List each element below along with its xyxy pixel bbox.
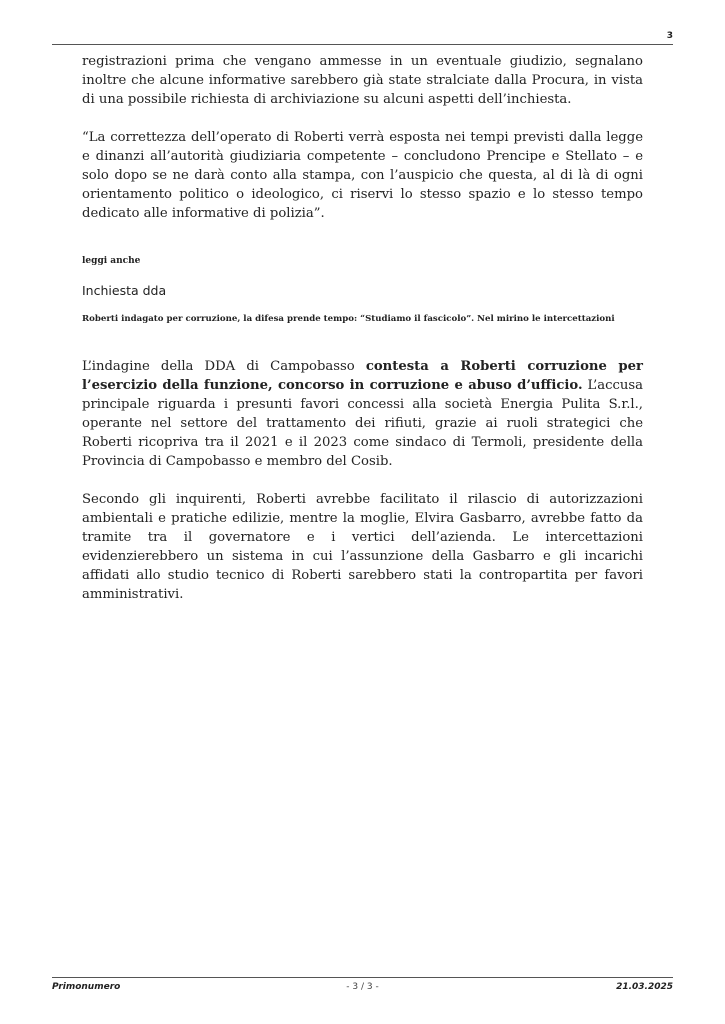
publication-date: 21.03.2025	[616, 982, 673, 992]
header-divider	[52, 44, 673, 45]
paragraph-text: L’indagine della DDA di Campobasso	[82, 359, 366, 374]
article-quote-paragraph: “La correttezza dell’operato di Roberti verrà esposta nei tempi previsti dalla legge e dinanzi all’autorità giudiziaria competente – concludono Prencipe e Stellato – e solo dopo se ne darà conto alla stampa, con l’auspicio che questa, al di là di ogni orientamento politico o ideologico, ci riservi lo stesso spazio e lo stesso tempo dedicato alle informative di polizia”.	[82, 130, 643, 221]
article-body	[82, 50, 643, 604]
bold-highlight: contesta a Roberti corruzione per l’esercizio della funzione, concorso in corruzione e abuso d’ufficio.	[82, 359, 643, 393]
article-paragraph: registrazioni prima che vengano ammesse in un eventuale giudizio, segnalano inoltre che alcune informative sarebbero già state stralciate dalla Procura, in vista di una possibile richiesta di archiviazione su alcuni aspetti dell’inchiesta.	[82, 54, 643, 107]
page-indicator: - 3 / 3 -	[346, 982, 379, 992]
page-footer	[52, 982, 673, 996]
related-category[interactable]: Inchiesta dda	[82, 283, 167, 298]
footer-divider	[52, 977, 673, 978]
related-label: leggi anche	[82, 256, 141, 266]
article-paragraph	[82, 357, 643, 471]
publisher-name: Primonumero	[52, 982, 121, 992]
paragraph-text: L’accusa principale riguarda i presunti favori concessi alla società Energia Pulita S.r.l., operante nel settore del trattamento dei rifiuti, grazie ai ruoli strategici che Roberti ricopriva tra il 2021 e il 2023 come sindaco di Termoli, presidente della Provincia di Campobasso e membro del Cosib.	[82, 378, 644, 469]
related-article-link[interactable]: Roberti indagato per corruzione, la difesa prende tempo: “Studiamo il fascicolo”. Nel mirino le intercettazioni	[82, 314, 615, 324]
page-number: 3	[666, 31, 673, 41]
article-paragraph: Secondo gli inquirenti, Roberti avrebbe facilitato il rilascio di autorizzazioni ambientali e pratiche edilizie, mentre la moglie, Elvira Gasbarro, avrebbe fatto da tramite tra il governatore e i vertici dell’azienda. Le intercettazioni evidenzierebbero un sistema in cui l’assunzione della Gasbarro e gli incarichi affidati allo studio tecnico di Roberti sarebbero stati la contropartita per favori amministrativi.	[82, 492, 643, 602]
